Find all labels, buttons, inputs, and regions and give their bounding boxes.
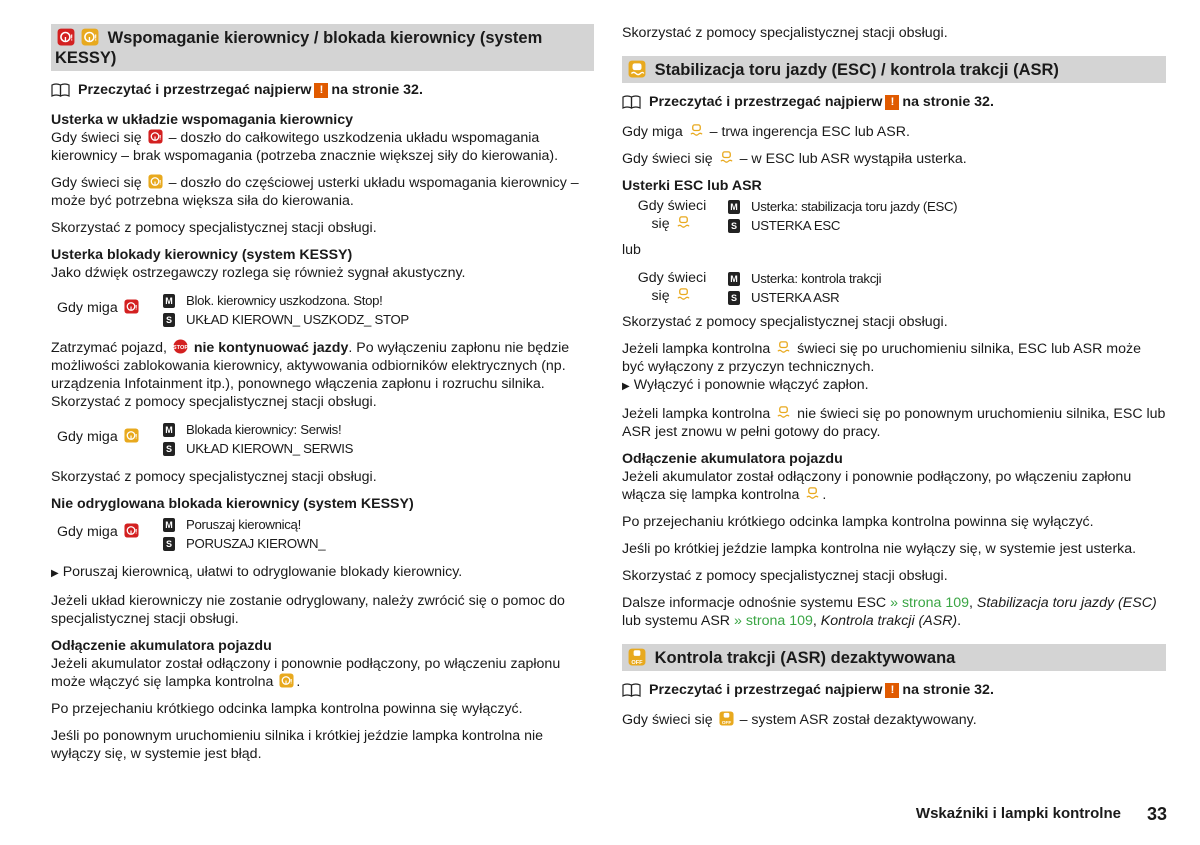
- subheading: Usterka blokady kierownicy (system KESSY): [51, 247, 353, 263]
- subheading: Usterki ESC lub ASR: [622, 178, 762, 194]
- message-maxidot: Blok. kierownicy uszkodzona. Stop!: [186, 292, 383, 308]
- esc-icon: [628, 60, 646, 78]
- page-footer: [916, 805, 1167, 823]
- paragraph: Jeśli po ponownym uruchomieniu silnika i krótkiej jeździe lampka kontrolna nie wyłączy się, w systemie jest błąd.: [51, 728, 544, 762]
- right-column: [622, 24, 1166, 738]
- read-first-page: na stronie 32.: [902, 682, 994, 698]
- warning-icon: !: [885, 95, 899, 110]
- triangle-bullet-icon: ▶: [622, 381, 630, 392]
- read-first-text: Przeczytać i przestrzegać najpierw: [649, 682, 883, 698]
- segment-display-icon: S: [163, 442, 175, 456]
- paragraph: Gdy miga – trwa ingerencja ESC lub ASR.: [622, 124, 910, 140]
- paragraph: Jeśli po krótkiej jeździe lampka kontrolna nie wyłączy się, w systemie jest usterka.: [622, 541, 1137, 557]
- paragraph: Gdy świeci się – w ESC lub ASR wystąpiła usterka.: [622, 151, 967, 167]
- section-header-steering: [51, 24, 594, 71]
- message-condition: Gdy miga: [51, 291, 163, 329]
- maxi-dot-icon: M: [163, 518, 175, 532]
- read-first-text: Przeczytać i przestrzegać najpierw: [649, 94, 883, 110]
- message-maxidot: Poruszaj kierownicą!: [186, 516, 301, 532]
- book-icon: [622, 683, 641, 697]
- display-message: [51, 420, 594, 458]
- esc-icon: [776, 340, 791, 355]
- paragraph: Dalsze informacje odnośnie systemu ESC » strona 109, Stabilizacja toru jazdy (ESC) lub systemu ASR » strona 109, Kontrola trakcji (ASR).: [622, 595, 1157, 629]
- page-link[interactable]: » strona 109: [733, 613, 813, 629]
- subheading: Odłączenie akumulatora pojazdu: [51, 638, 272, 654]
- instruction-step: ▶ Wyłączyć i ponownie włączyć zapłon.: [622, 377, 869, 393]
- segment-display-icon: S: [728, 219, 740, 233]
- stop-icon: [173, 339, 188, 354]
- segment-display-icon: S: [163, 537, 175, 551]
- paragraph: Gdy świeci się – system ASR został dezaktywowany.: [622, 712, 977, 728]
- paragraph: Jeżeli akumulator został odłączony i ponownie podłączony, po włączeniu zapłonu włącza się lampka kontrolna .: [622, 469, 1132, 503]
- section-title: Kontrola trakcji (ASR) dezaktywowana: [654, 649, 956, 667]
- paragraph: Skorzystać z pomocy specjalistycznej stacji obsługi.: [51, 469, 377, 485]
- segment-display-icon: S: [728, 291, 740, 305]
- message-segment: UKŁAD KIEROWN_ USZKODZ_ STOP: [186, 311, 409, 327]
- esc-icon: [676, 215, 691, 230]
- book-icon: [51, 83, 70, 97]
- read-first-page: na stronie 32.: [902, 94, 994, 110]
- paragraph: Jeżeli układ kierowniczy nie zostanie odryglowany, należy zwrócić się o pomoc do specjalistycznej stacji obsługi.: [51, 593, 565, 627]
- paragraph: Po przejechaniu krótkiego odcinka lampka kontrolna powinna się wyłączyć.: [622, 514, 1094, 530]
- maxi-dot-icon: M: [163, 294, 175, 308]
- steering-red-icon: [124, 299, 139, 314]
- message-condition: Gdy miga: [51, 515, 163, 553]
- steering-yellow-icon: [279, 673, 294, 688]
- page-number: 33: [1146, 804, 1167, 824]
- asr-off-icon: [628, 648, 646, 666]
- left-column: [51, 24, 594, 772]
- display-message: [51, 291, 594, 329]
- esc-icon: [805, 486, 820, 501]
- section-header-esc: [622, 56, 1166, 83]
- display-message: [622, 197, 1166, 235]
- steering-yellow-icon: [148, 174, 163, 189]
- triangle-bullet-icon: ▶: [51, 568, 59, 579]
- paragraph: Jako dźwięk ostrzegawczy rozlega się również sygnał akustyczny.: [51, 265, 466, 281]
- message-condition: Gdy miga: [51, 420, 163, 458]
- segment-display-icon: S: [163, 313, 175, 327]
- paragraph: Gdy świeci się – doszło do całkowitego uszkodzenia układu wspomagania kierownicy – brak wspomagania (potrzeba znacznie większej siły do kierowania).: [51, 130, 559, 164]
- section-header-asr: [622, 644, 1166, 671]
- message-segment: USTERKA ASR: [751, 289, 840, 305]
- steering-red-icon: [148, 129, 163, 144]
- maxi-dot-icon: M: [728, 272, 740, 286]
- esc-icon: [719, 150, 734, 165]
- footer-section: Wskaźniki i lampki kontrolne: [915, 805, 1121, 822]
- book-icon: [622, 95, 641, 109]
- paragraph: Skorzystać z pomocy specjalistycznej stacji obsługi.: [622, 568, 948, 584]
- warning-icon: !: [885, 683, 899, 698]
- paragraph: Po przejechaniu krótkiego odcinka lampka kontrolna powinna się wyłączyć.: [51, 701, 523, 717]
- subheading: Nie odryglowana blokada kierownicy (system KESSY): [51, 496, 414, 512]
- steering-yellow-icon: [124, 428, 139, 443]
- read-first-text: Przeczytać i przestrzegać najpierw: [78, 82, 312, 98]
- section-title: Wspomaganie kierownicy / blokada kierownicy (system KESSY): [55, 29, 543, 67]
- subheading: Odłączenie akumulatora pojazdu: [622, 451, 843, 467]
- read-first-note: [622, 681, 1166, 699]
- esc-icon: [776, 405, 791, 420]
- message-segment: PORUSZAJ KIEROWN_: [186, 535, 326, 551]
- read-first-note: [622, 93, 1166, 111]
- paragraph: Skorzystać z pomocy specjalistycznej stacji obsługi.: [51, 220, 377, 236]
- asr-off-icon: [719, 711, 734, 726]
- paragraph: Gdy świeci się – doszło do częściowej usterki układu wspomagania kierownicy – może być potrzebna większa siła do kierowania.: [51, 175, 579, 209]
- page-link[interactable]: » strona 109: [890, 595, 970, 611]
- message-maxidot: Blokada kierownicy: Serwis!: [186, 421, 342, 437]
- read-first-note: [51, 81, 594, 99]
- warning-icon: !: [314, 83, 328, 98]
- message-maxidot: Usterka: stabilizacja toru jazdy (ESC): [751, 198, 958, 214]
- steering-red-icon: [124, 523, 139, 538]
- maxi-dot-icon: M: [728, 200, 740, 214]
- paragraph: Skorzystać z pomocy specjalistycznej stacji obsługi.: [622, 25, 948, 41]
- esc-icon: [689, 123, 704, 138]
- paragraph: Jeżeli lampka kontrolna świeci się po uruchomieniu silnika, ESC lub ASR może być wyłączony z przyczyn technicznych.: [622, 341, 1141, 375]
- message-condition: Gdy świeci się: [637, 270, 707, 304]
- esc-icon: [676, 287, 691, 302]
- steering-yellow-icon: [81, 28, 99, 46]
- section-title: Stabilizacja toru jazdy (ESC) / kontrola trakcji (ASR): [654, 61, 1059, 79]
- subheading: Usterka w układzie wspomagania kierownicy: [51, 112, 353, 128]
- display-message: [51, 515, 594, 553]
- message-segment: UKŁAD KIEROWN_ SERWIS: [186, 440, 354, 456]
- maxi-dot-icon: M: [163, 423, 175, 437]
- display-message: [622, 269, 1166, 307]
- message-condition: Gdy świeci się: [637, 198, 707, 232]
- steering-red-icon: [57, 28, 75, 46]
- paragraph: Jeżeli akumulator został odłączony i ponownie podłączony, po włączeniu zapłonu może włączyć się lampka kontrolna .: [51, 656, 561, 690]
- message-maxidot: Usterka: kontrola trakcji: [751, 270, 882, 286]
- paragraph: Zatrzymać pojazd, nie kontynuować jazdy. Po wyłączeniu zapłonu nie będzie możliwości zablokowania kierownicy, aktywowania odbiorników elektrycznych (np. urządzenia Infotainment itp.), ponownego włączenia zapłonu i rozruchu silnika. Skorzystać z pomocy specjalistycznej stacji obsługi.: [51, 340, 570, 410]
- paragraph: Jeżeli lampka kontrolna nie świeci się po ponownym uruchomieniu silnika, ESC lub ASR jest znowu w pełni gotowy do pracy.: [622, 406, 1166, 440]
- read-first-page: na stronie 32.: [331, 82, 423, 98]
- message-segment: USTERKA ESC: [751, 217, 841, 233]
- paragraph: lub: [622, 242, 641, 258]
- paragraph: Skorzystać z pomocy specjalistycznej stacji obsługi.: [622, 314, 948, 330]
- instruction-step: ▶ Poruszaj kierownicą, ułatwi to odryglowanie blokady kierownicy.: [51, 564, 463, 580]
